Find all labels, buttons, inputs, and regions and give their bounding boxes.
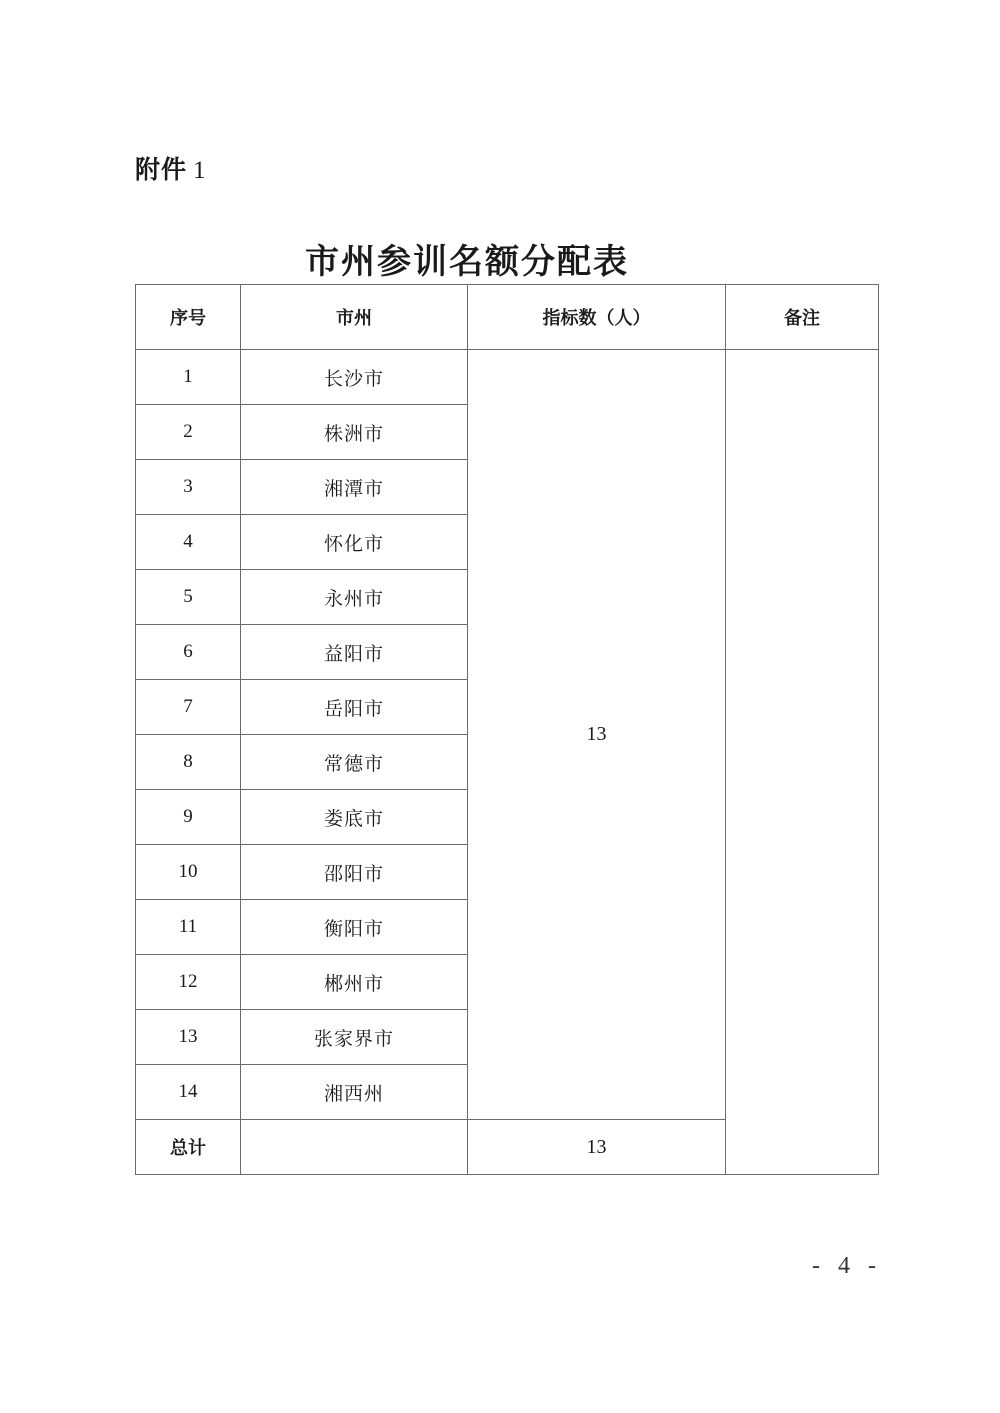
row-seq: 1 [136,350,241,405]
row-city: 郴州市 [241,955,468,1010]
merged-quota-cell: 13 [468,350,726,1120]
row-city: 常德市 [241,735,468,790]
header-seq: 序号 [136,285,241,350]
row-seq: 10 [136,845,241,900]
row-seq: 13 [136,1010,241,1065]
header-city: 市州 [241,285,468,350]
row-seq: 4 [136,515,241,570]
row-city: 娄底市 [241,790,468,845]
row-city: 张家界市 [241,1010,468,1065]
row-seq: 3 [136,460,241,515]
row-seq: 9 [136,790,241,845]
attachment-label [135,150,207,191]
attachment-number: 1 [193,157,207,184]
row-seq: 5 [136,570,241,625]
row-seq: 14 [136,1065,241,1120]
row-seq: 6 [136,625,241,680]
row-seq: 2 [136,405,241,460]
row-city: 株洲市 [241,405,468,460]
row-city: 湘潭市 [241,460,468,515]
table-row [136,350,879,405]
row-seq: 7 [136,680,241,735]
total-quota: 13 [468,1120,726,1175]
page-number: - 4 - [812,1253,882,1279]
row-city: 长沙市 [241,350,468,405]
row-city: 永州市 [241,570,468,625]
row-city: 怀化市 [241,515,468,570]
row-city: 湘西州 [241,1065,468,1120]
row-city: 益阳市 [241,625,468,680]
table-header-row [136,285,879,350]
total-label: 总计 [136,1120,241,1175]
attachment-label-text: 附件 [135,155,188,184]
row-city: 邵阳市 [241,845,468,900]
row-seq: 12 [136,955,241,1010]
total-city-cell [241,1120,468,1175]
row-seq: 8 [136,735,241,790]
header-quota: 指标数（人） [468,285,726,350]
row-city: 岳阳市 [241,680,468,735]
row-seq: 11 [136,900,241,955]
document-title: 市州参训名额分配表 [305,242,629,282]
remark-cell [726,350,879,1175]
quota-allocation-table [135,284,879,1175]
header-remark: 备注 [726,285,879,350]
row-city: 衡阳市 [241,900,468,955]
